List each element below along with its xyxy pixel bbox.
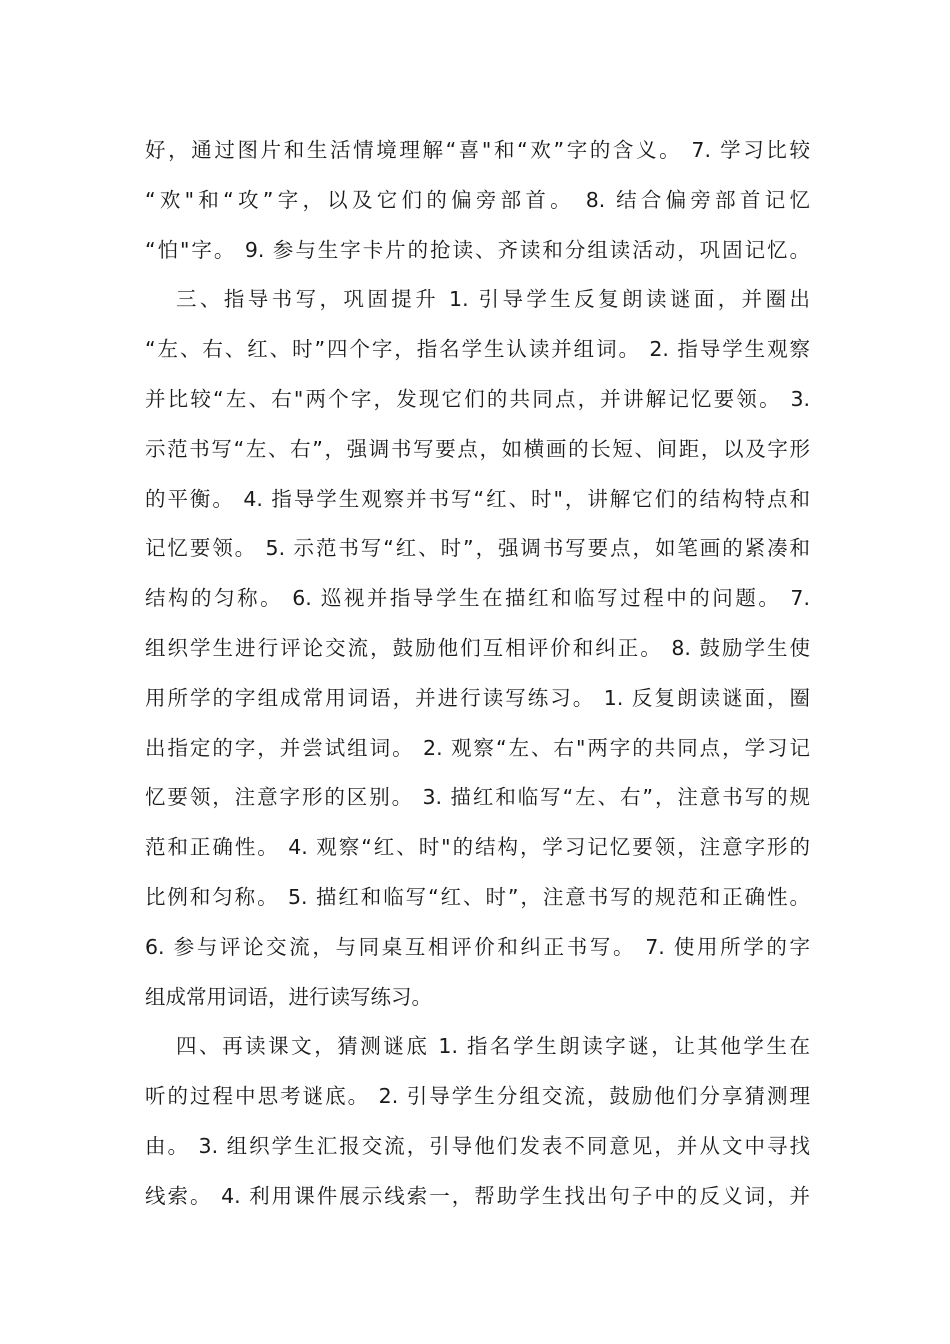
text-line: “欢"和“攻”字，以及它们的偏旁部首。 8. 结合偏旁部首记忆 [145, 187, 810, 212]
text-line: 结构的匀称。 6. 巡视并指导学生在描红和临写过程中的问题。 7. [145, 586, 810, 611]
text-line: 比例和匀称。 5. 描红和临写“红、时”，注意书写的规范和正确性。 [145, 884, 810, 909]
text-line: 线索。 4. 利用课件展示线索一，帮助学生找出句子中的反义词，并 [145, 1183, 810, 1208]
section-heading-line: 四、再读课文，猜测谜底 1. 指名学生朗读字谜，让其他学生在 [176, 1034, 810, 1059]
text-line: 示范书写“左、右”，强调书写要点，如横画的长短、间距，以及字形 [145, 436, 810, 461]
text-line: 用所学的字组成常用词语，并进行读写练习。 1. 反复朗读谜面，圈 [145, 685, 810, 710]
body-text [145, 126, 810, 1222]
text-line: 范和正确性。 4. 观察“红、时"的结构，学习记忆要领，注意字形的 [145, 835, 810, 860]
text-line: 听的过程中思考谜底。 2. 引导学生分组交流，鼓励他们分享猜测理 [145, 1084, 810, 1109]
text-line: “怕"字。 9. 参与生字卡片的抢读、齐读和分组读活动，巩固记忆。 [145, 237, 810, 262]
text-line: 忆要领，注意字形的区别。 3. 描红和临写“左、右”，注意书写的规 [145, 785, 810, 810]
text-line: 并比较“左、右"两个字，发现它们的共同点，并讲解记忆要领。 3. [145, 386, 810, 411]
text-line: 的平衡。 4. 指导学生观察并书写“红、时"，讲解它们的结构特点和 [145, 486, 810, 511]
text-line: 6. 参与评论交流，与同桌互相评价和纠正书写。 7. 使用所学的字 [145, 934, 810, 959]
text-line: 出指定的字，并尝试组词。 2. 观察“左、右"两字的共同点，学习记 [145, 735, 810, 760]
text-line: 组织学生进行评论交流，鼓励他们互相评价和纠正。 8. 鼓励学生使 [145, 635, 810, 660]
text-line: 好，通过图片和生活情境理解“喜"和“欢”字的含义。 7. 学习比较 [145, 138, 810, 162]
text-line: 组成常用词语，进行读写练习。 [145, 984, 432, 1009]
text-line: “左、右、红、时”四个字，指名学生认读并组词。 2. 指导学生观察 [145, 337, 810, 362]
text-line: 记忆要领。 5. 示范书写“红、时”，强调书写要点，如笔画的紧凑和 [145, 536, 810, 561]
section-heading-line: 三、指导书写，巩固提升 1. 引导学生反复朗读谜面，并圈出 [176, 287, 810, 312]
text-line: 由。 3. 组织学生汇报交流，引导他们发表不同意见，并从文中寻找 [145, 1133, 810, 1158]
